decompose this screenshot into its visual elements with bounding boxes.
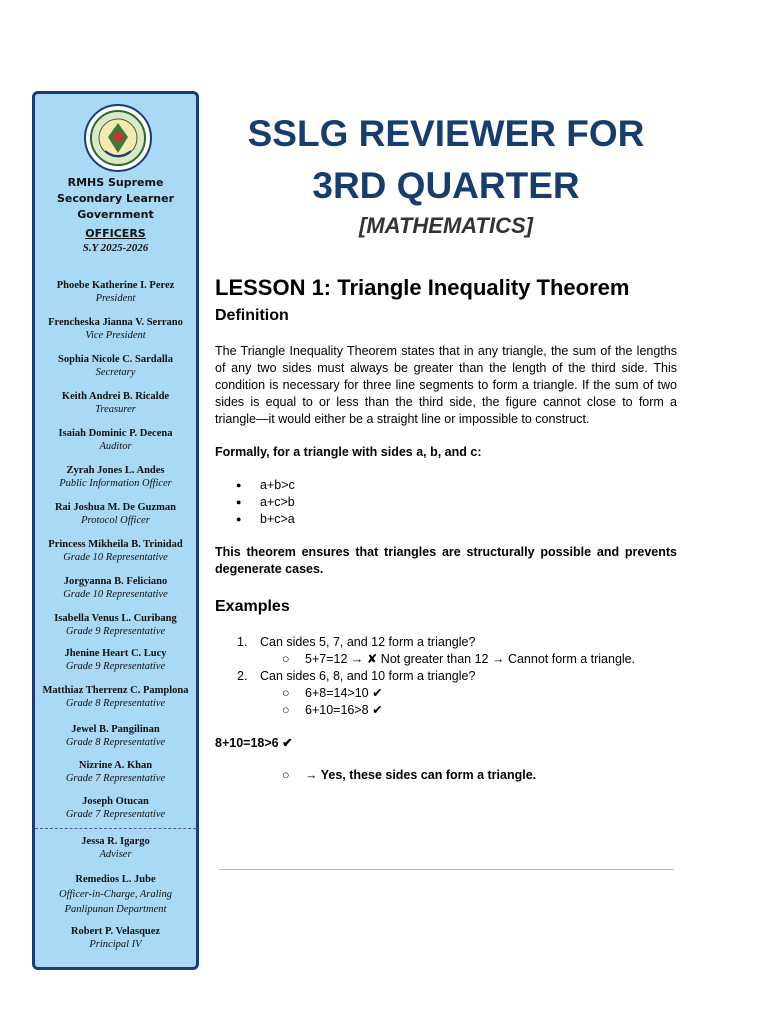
officer-entry: [35, 612, 196, 638]
adviser-name: Robert P. Velasquez: [70, 926, 161, 937]
officers-sidebar: [32, 91, 199, 970]
school-year: S.Y 2025-2026: [82, 242, 149, 254]
officer-name: Isaiah Dominic P. Decena: [58, 428, 173, 439]
definition-text: The Triangle Inequality Theorem states that in any triangle, the sum of the lengths of any two sides must always be greater than the length of the third side. This condition is necessary for three line segments to form a triangle. If the sum of two sides is equal to or less than the third side, the figure cannot close to form a triangle—it would either be a straight line or impossible to construct.: [215, 344, 677, 426]
adviser-role-line2: Panlipunan Department: [64, 904, 167, 915]
list-item: ● b+c>a: [215, 511, 295, 528]
org-line: Secondary Learner: [56, 192, 175, 205]
officer-role: Grade 10 Representative: [63, 552, 168, 563]
officer-name: Jhenine Heart C. Lucy: [64, 648, 167, 659]
org-line: RMHS Supreme: [67, 176, 164, 189]
horizontal-rule: [219, 869, 674, 870]
officer-role: Treasurer: [95, 404, 136, 415]
conclusion-text: → Yes, these sides can form a triangle.: [305, 768, 537, 782]
officer-entry: [35, 279, 196, 305]
adviser-name: Remedios L. Jube: [75, 874, 156, 885]
example-step-text: 6+8=14>10 ✔: [305, 686, 383, 700]
definition-heading: Definition: [215, 307, 289, 324]
officers-heading: OFFICERS: [85, 227, 146, 240]
adviser-role: Principal IV: [89, 939, 142, 950]
theorem-summary: This theorem ensures that triangles are structurally possible and prevents degenerate cases.: [215, 545, 677, 576]
officer-name: Rai Joshua M. De Guzman: [54, 502, 177, 513]
officer-role: Secretary: [95, 367, 136, 378]
officer-name: Nizrine A. Khan: [78, 760, 153, 771]
officer-entry: [35, 538, 196, 564]
subject-subtitle: [MATHEMATICS]: [359, 213, 533, 238]
organization-name: [35, 175, 196, 223]
adviser-entry: [35, 925, 196, 951]
officer-entry: [35, 795, 196, 821]
page-title-line1: SSLG REVIEWER FOR: [247, 113, 645, 154]
officer-entry: [35, 759, 196, 785]
example-question-text: Can sides 5, 7, and 12 form a triangle?: [260, 635, 476, 649]
officer-entry: [35, 390, 196, 416]
conditions-list: [215, 477, 295, 528]
officer-name: Matthiaz Therrenz C. Pamplona: [42, 685, 189, 696]
org-line: Government: [77, 208, 154, 221]
adviser-entry: [35, 835, 196, 861]
lesson-title: LESSON 1: Triangle Inequality Theorem: [215, 275, 630, 300]
circle-bullet-icon: ○: [282, 686, 290, 700]
adviser-role: Officer-in-Charge, Araling: [59, 889, 172, 900]
officer-entry: [35, 501, 196, 527]
circle-bullet-icon: ○: [282, 652, 290, 666]
officer-name: Sophia Nicole C. Sardalla: [58, 354, 173, 365]
officer-entry: [35, 647, 196, 673]
example-step-text: 5+7=12 → ✘ Not greater than 12 → Cannot form a triangle.: [305, 652, 636, 666]
officer-name: Keith Andrei B. Ricalde: [61, 391, 170, 402]
sidebar-divider: [35, 828, 196, 829]
formal-intro: Formally, for a triangle with sides a, b, and c:: [215, 445, 482, 459]
officer-role: Grade 9 Representative: [65, 626, 166, 637]
example-number: 1.: [237, 635, 248, 649]
adviser-role: Adviser: [99, 849, 132, 860]
officer-entry: [35, 575, 196, 601]
examples-heading: Examples: [215, 598, 290, 615]
officer-role: Grade 10 Representative: [63, 589, 168, 600]
school-seal-logo: [83, 103, 153, 173]
page-title-line2: 3RD QUARTER: [312, 165, 580, 206]
officer-entry: [35, 723, 196, 749]
officer-entry: [35, 684, 196, 710]
extra-check: 8+10=18>6 ✔: [215, 736, 293, 750]
officer-role: Protocol Officer: [81, 515, 150, 526]
officer-role: President: [95, 293, 136, 304]
adviser-entry: [35, 872, 196, 917]
officer-name: Princess Mikheila B. Trinidad: [48, 539, 183, 550]
officer-role: Public Information Officer: [59, 478, 172, 489]
officer-name: Joseph Otucan: [82, 796, 149, 807]
officer-name: Phoebe Katherine I. Perez: [56, 280, 175, 291]
circle-bullet-icon: ○: [282, 768, 290, 782]
officer-name: Isabella Venus L. Curibang: [54, 613, 177, 624]
example-number: 2.: [237, 669, 248, 683]
officer-name: Jewel B. Pangilinan: [71, 724, 160, 735]
example-step-text: 6+10=16>8 ✔: [305, 703, 383, 717]
officer-name: Jorgyanna B. Feliciano: [63, 576, 168, 587]
officer-role: Grade 7 Representative: [65, 809, 166, 820]
officer-role: Grade 9 Representative: [65, 661, 166, 672]
adviser-name: Jessa R. Igargo: [81, 836, 150, 847]
officer-role: Auditor: [99, 441, 132, 452]
officer-role: Vice President: [85, 330, 146, 341]
officer-entry: [35, 464, 196, 490]
officer-entry: [35, 427, 196, 453]
officer-role: Grade 8 Representative: [65, 698, 166, 709]
list-item: ● a+c>b: [215, 494, 295, 511]
officer-role: Grade 8 Representative: [65, 737, 166, 748]
officer-entry: [35, 316, 196, 342]
example-question-text: Can sides 6, 8, and 10 form a triangle?: [260, 669, 476, 683]
officer-entry: [35, 353, 196, 379]
officer-name: Frencheska Jianna V. Serrano: [48, 317, 183, 328]
officer-role: Grade 7 Representative: [65, 773, 166, 784]
list-item: ● a+b>c: [215, 477, 295, 494]
circle-bullet-icon: ○: [282, 703, 290, 717]
officer-name: Zyrah Jones L. Andes: [66, 465, 165, 476]
